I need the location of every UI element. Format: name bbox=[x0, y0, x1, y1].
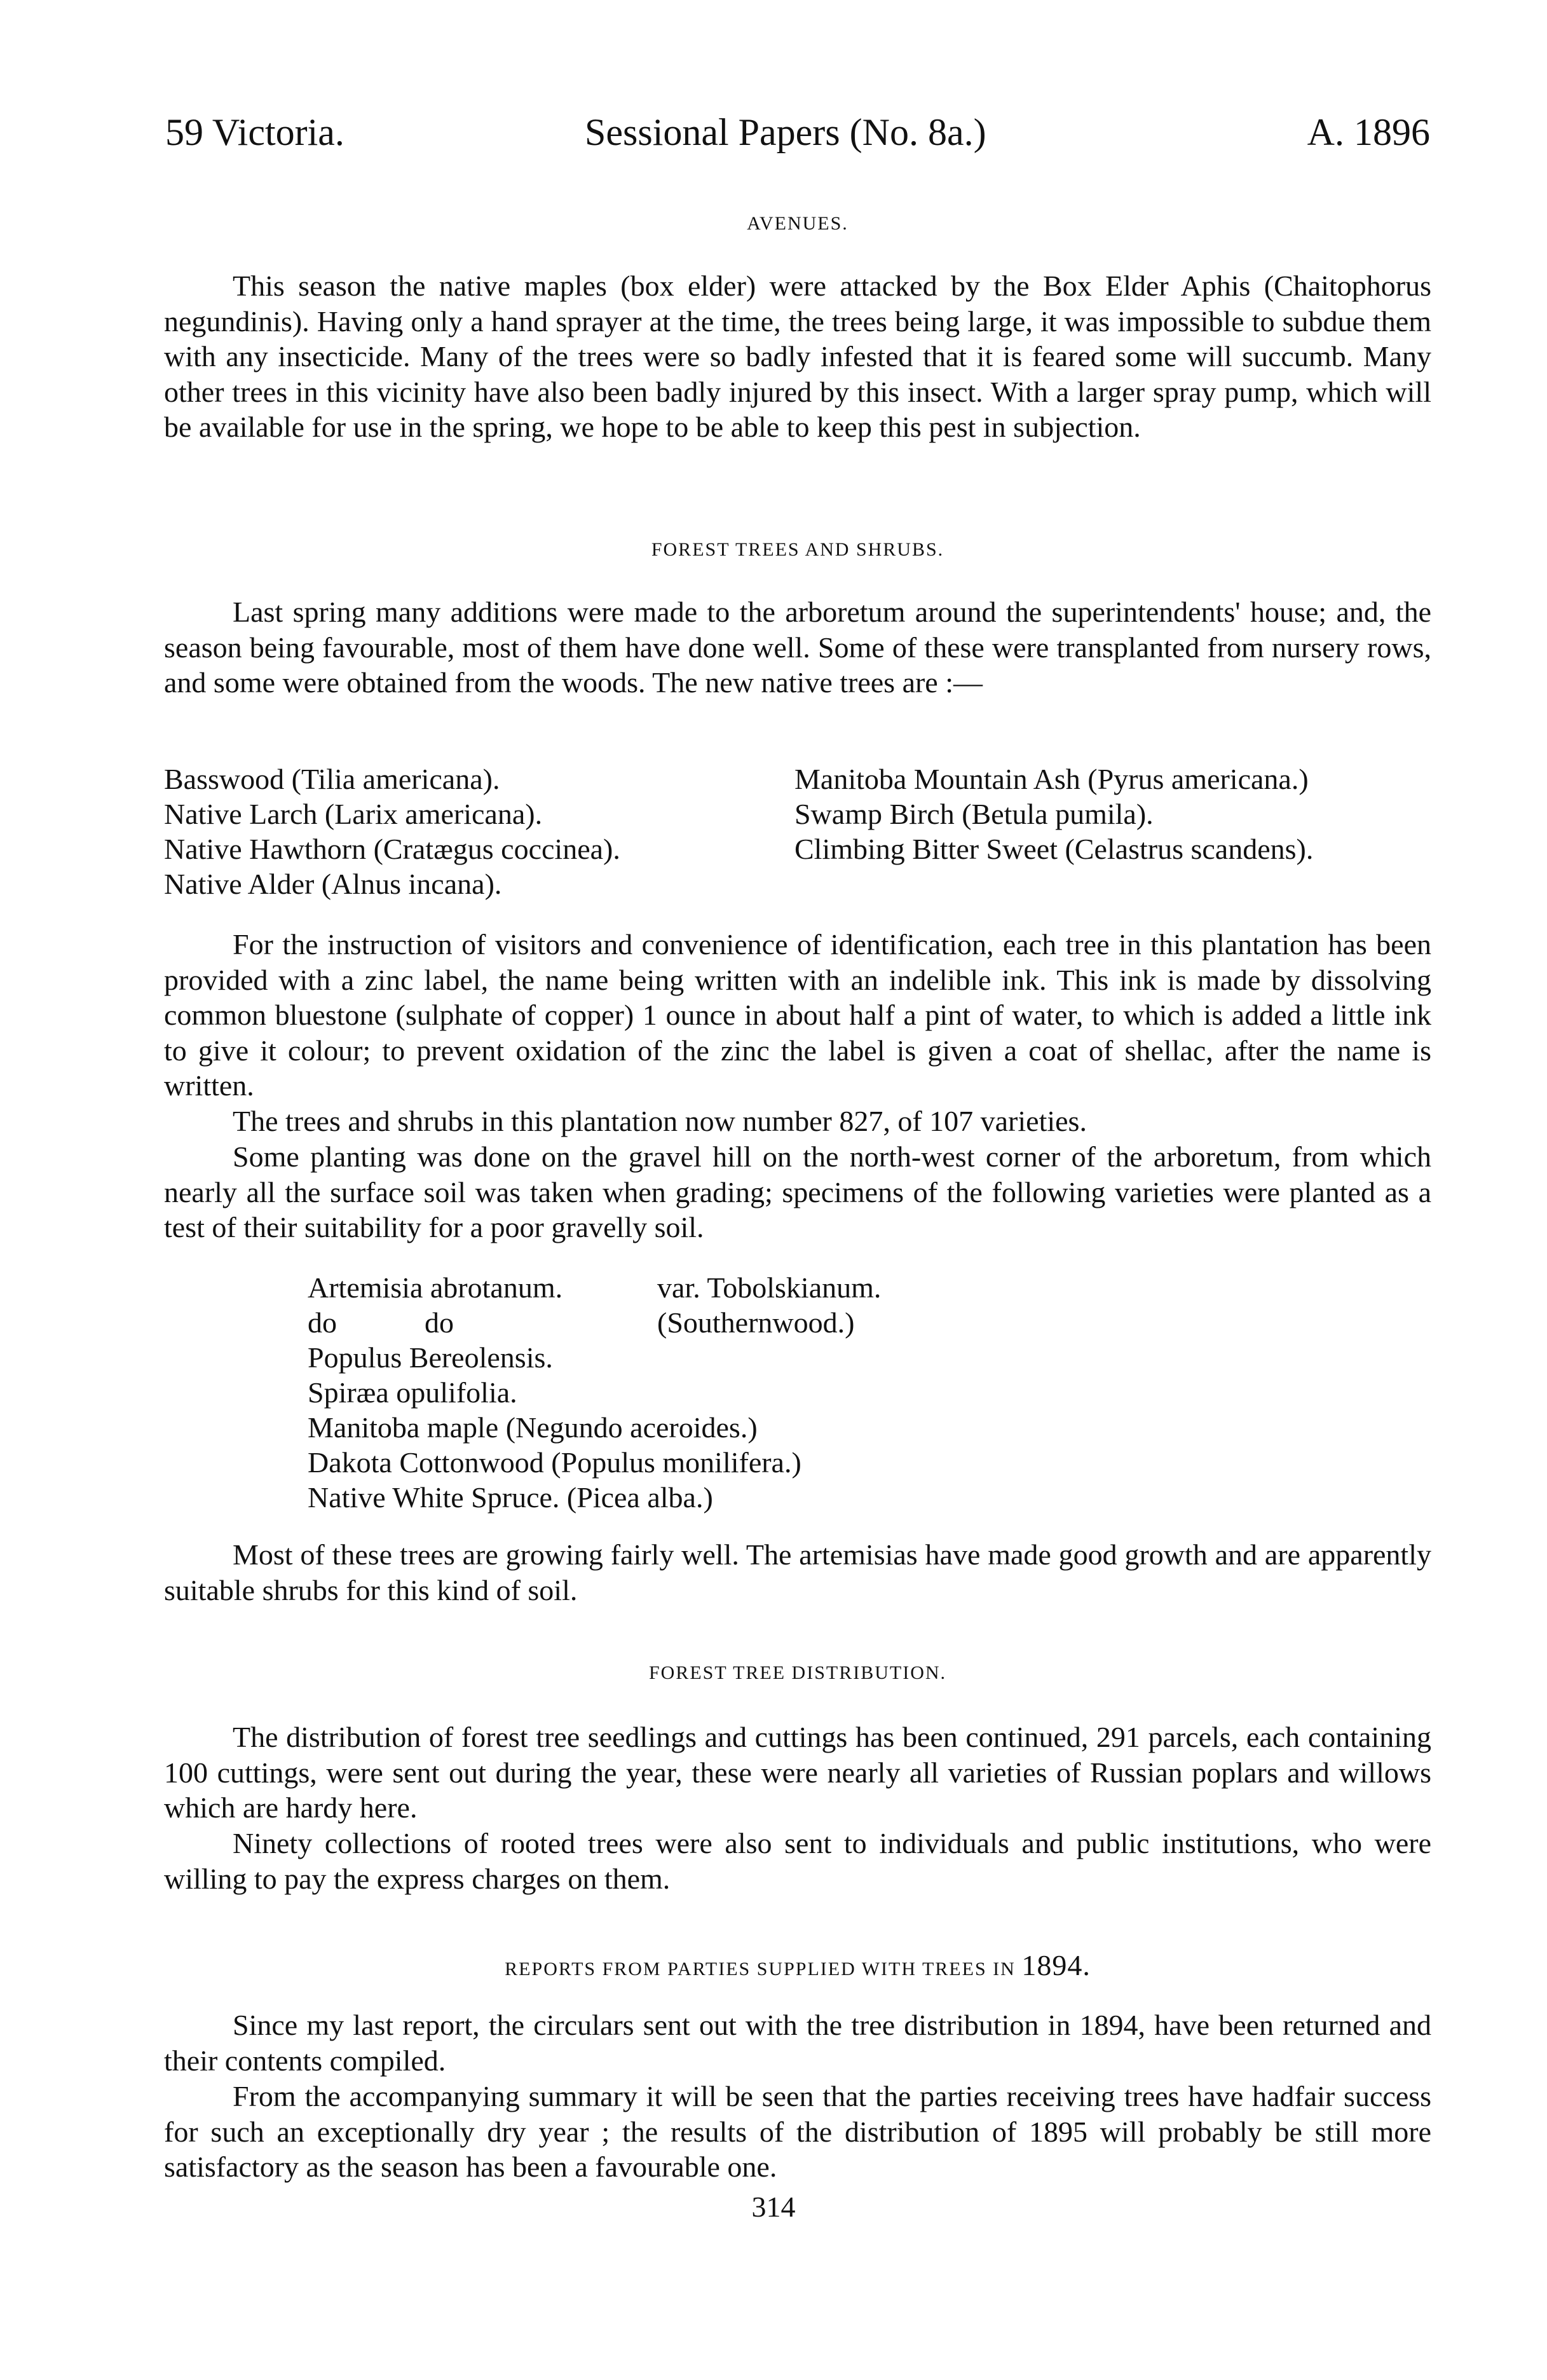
header-year: A. 1896 bbox=[1307, 111, 1430, 153]
list-item: Manitoba maple (Negundo aceroides.) bbox=[308, 1411, 758, 1444]
heading-reports: REPORTS FROM PARTIES SUPPLIED WITH TREES IN 1894. bbox=[505, 1949, 1091, 1981]
paragraph-reports-1: Since my last report, the circulars sent out with the tree distribution in 1894, have been returned and their contents compiled. bbox=[164, 2009, 1431, 2077]
list-item: Swamp Birch (Betula pumila). bbox=[794, 798, 1154, 830]
page-number: 314 bbox=[751, 2191, 796, 2223]
list-item: Spiræa opulifolia. bbox=[308, 1376, 517, 1409]
list-item: Native Hawthorn (Cratægus coccinea). bbox=[164, 833, 620, 865]
list-item: Populus Bereolensis. bbox=[308, 1341, 553, 1374]
heading-distribution: FOREST TREE DISTRIBUTION. bbox=[648, 1662, 947, 1683]
running-header bbox=[165, 107, 1430, 158]
header-title: Sessional Papers (No. 8a.) bbox=[585, 111, 986, 153]
paragraph-avenues: This season the native maples (box elder) were attacked by the Box Elder Aphis (Chaitophorus negundinis). Having only a hand sprayer at the time, the trees being large, it was impossible to subdue them with any insecticide. Many of the trees were so badly infested that it is feared some will succumb. Many other trees in this vicinity have also been badly injured by this insect. With a larger spray pump, which will be available for use in the spring, we hope to be able to keep this pest in subjection. bbox=[164, 270, 1431, 443]
heading-reports-year: 1894. bbox=[1021, 1949, 1091, 1981]
list-item: Artemisia abrotanum. var. Tobolskianum. bbox=[308, 1271, 882, 1304]
list-item: Native Larch (Larix americana). bbox=[164, 798, 543, 830]
paragraph-forest-intro: Last spring many additions were made to the arboretum around the superintendents' house; and, the season being favourable, most of them have done well. Some of these were transplanted from nursery rows, and some were obtained from the woods. The new native trees are :— bbox=[164, 596, 1431, 699]
paragraph-distribution-2: Ninety collections of rooted trees were also sent to individuals and public institutions, who were willing to pay the express charges on them. bbox=[164, 1827, 1431, 1895]
header-volume: 59 Victoria. bbox=[165, 111, 344, 153]
paragraph-gravel-planting: Some planting was done on the gravel hill on the north-west corner of the arboretum, from which nearly all the surface soil was taken when grading; specimens of the following varieties were planted as a test of their suitability for a poor gravelly soil. bbox=[164, 1140, 1431, 1243]
gravel-varieties-list bbox=[308, 1270, 882, 1515]
paragraph-tree-count: The trees and shrubs in this plantation now number 827, of 107 varieties. bbox=[233, 1105, 1087, 1137]
list-item: Basswood (Tilia americana). bbox=[164, 763, 500, 795]
list-item: do do (Southernwood.) bbox=[308, 1306, 855, 1339]
native-trees-list-right bbox=[794, 762, 1313, 866]
paragraph-zinc-labels: For the instruction of visitors and convenience of identification, each tree in this plantation has been provided with a zinc label, the name being written with an indelible ink. This ink is made by dissolving common bluestone (sulphate of copper) 1 ounce in about half a pint of water, to which is added a little ink to give it colour; to prevent oxidation of the zinc the label is given a coat of shellac, after the name is written. bbox=[164, 928, 1431, 1102]
list-item: Native Alder (Alnus incana). bbox=[164, 868, 502, 900]
list-item: Climbing Bitter Sweet (Celastrus scandens). bbox=[794, 833, 1314, 865]
list-item: Native White Spruce. (Picea alba.) bbox=[308, 1481, 713, 1514]
paragraph-reports-2: From the accompanying summary it will be seen that the parties receiving trees have hadfair success for such an exceptionally dry year ; the results of the distribution of 1895 will probably be still more satisfactory as the season has been a favourable one. bbox=[164, 2080, 1431, 2183]
heading-forest-trees: FOREST TREES AND SHRUBS. bbox=[651, 539, 944, 560]
heading-avenues: AVENUES. bbox=[747, 213, 848, 234]
list-item: Dakota Cottonwood (Populus monilifera.) bbox=[308, 1446, 801, 1479]
list-item: Manitoba Mountain Ash (Pyrus americana.) bbox=[794, 763, 1309, 795]
native-trees-list-left bbox=[164, 762, 620, 901]
paragraph-growth-outcome: Most of these trees are growing fairly well. The artemisias have made good growth and are apparently suitable shrubs for this kind of soil. bbox=[164, 1538, 1431, 1606]
paragraph-distribution-1: The distribution of forest tree seedlings and cuttings has been continued, 291 parcels, each containing 100 cuttings, were sent out during the year, these were nearly all varieties of Russian poplars and willows which are hardy here. bbox=[164, 1721, 1431, 1824]
